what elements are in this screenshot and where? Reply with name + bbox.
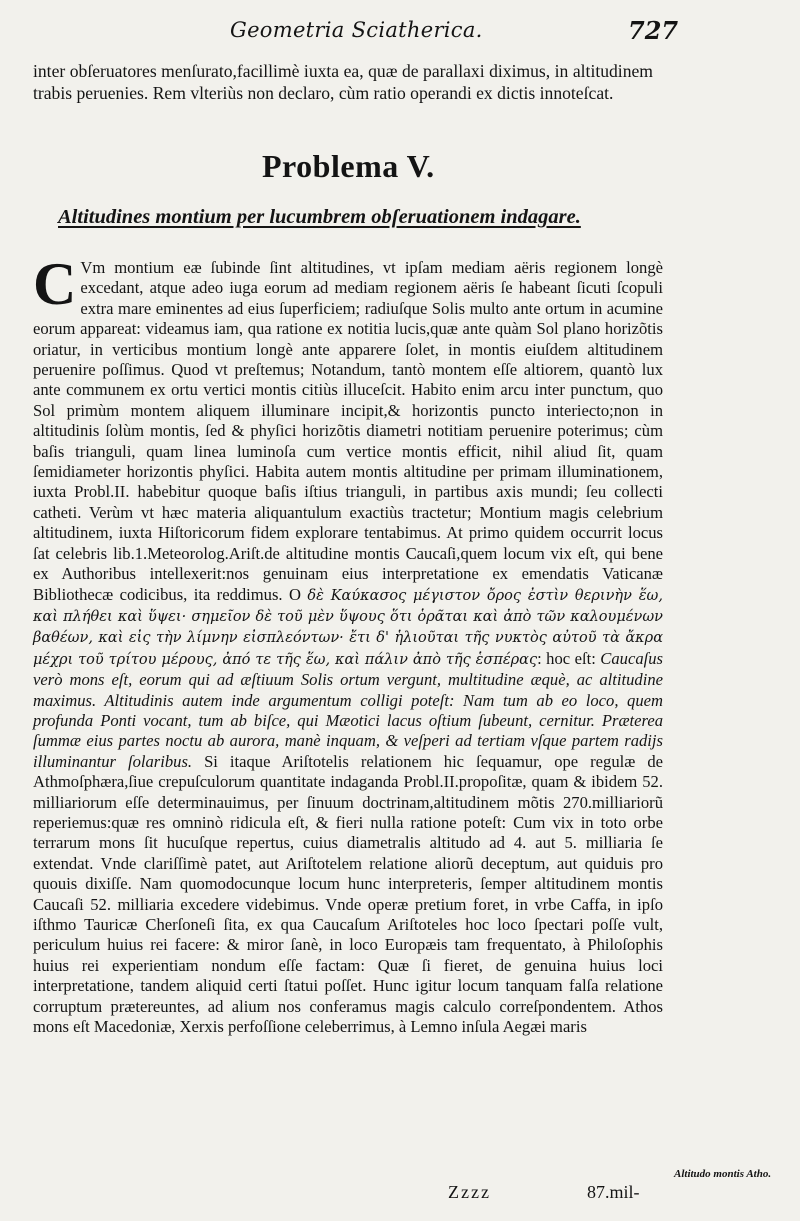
page-number: 727 (628, 16, 679, 45)
drop-cap: C (33, 251, 77, 317)
problem-title: Problema V. (262, 148, 435, 184)
text-part-1: Vm montium eæ ſubinde ſint altitudines, vt ipſam mediam aëris regionem longè excedant, atque adeo iuga eorum ad mediam regionem aëris ſe habeant ſicuti ſcopuli extra mare eminentes ad eius ſuperficiem; radiuſque Solis multo ante ortum in acumine eorum appareat: videamus iam, qua ratione ex notitia lucis,quæ ante quàm Sol plano horizõtis oriatur, in verticibus montium longè ante apparere ſolet, in montis eiuſdem altitudinem peruenire poſſimus. Quod vt preſtemus; Notandum, tantò montem eſſe altiorem, quantò lux ante communem ex ortu vertici montis citiùs illuceſcit. Habito enim arcu inter punctum, quo Sol primùm montem aliquem illuminare incipit,& horizontis puncto interiecto;non in altitudinis ſolùm montis, ſed & phyſici horizõtis diametri notitiam peruenire poterimus; cùm baſis trianguli, quam linea luminoſa cum vertice montis efficit, nihil aliud ſit, quam ſemidiameter horizontis phyſici. Habita autem montis altitudine per primam illuminationem, iuxta Probl.II. habebitur quoque baſis iſtius trianguli, in partibus axis mundi; ſeu collecti catheti. Verùm vt hæc materia aliquantulum exactiùs tractetur; Montium magis celebrium altitudinem, iuxta Hiſtoricorum fidem explorare tentabimus. At primo quidem occurrit locus ſat celebris lib.1.Meteorolog.Ariſt.de altitudine montis Caucaſi,quem locum vix eſt, qui bene ex Authoribus intellexerit:nos genuinam eius interpretatione ex emendatis Vaticanæ Bibliothecæ codicibus, ita reddimus. Ο (33, 258, 663, 604)
intro-paragraph: inter obſeruatores menſurato,facillimè iuxta ea, quæ de parallaxi diximus, in altitudinem trabis peruenies. Rem vlteriùs non declaro, cùm ratio operandi ex dictis innoteſcat. (33, 61, 653, 103)
main-paragraph (33, 251, 663, 1037)
latin-translation: Caucaſus verò mons eſt, eorum qui ad æſtiuum Solis ortum vergunt, multitudine æquè, ac altitudine maximus. Altitudinis autem inde argumentum colligi poteſt: Nam tum ab eo loco, quem profunda Ponti vocant, tum ab biſce, qui Mæotici lacus oſtium ſubeunt, cernitur. Præterea ſummæ eius partes noctu ab aurora, manè inquam, & veſperi ad tertiam vſque partem radijs illuminantur ſolaribus. (33, 648, 663, 771)
text-part-2: : hoc eſt: (537, 648, 596, 668)
catchword: 87.mil- (587, 1182, 640, 1202)
signature-mark: Zzzz (448, 1182, 491, 1202)
margin-note: Altitudo montis Atho. (674, 1168, 772, 1180)
greek-quotation: δὲ Καύκασος μέγιστον ὄρος ἐστὶν θερινὴν ἕω, καὶ πλήθει καὶ ὕψει· σημεῖον δὲ τοῦ μὲν ὕψους ὅτι ὁρᾶται καὶ ἀπὸ τῶν καλουμένων βαθέων, καὶ εἰς τὴν λίμνην εἰσπλεόντων· ἔτι δ' ἡλιοῦται τῆς νυκτὸς αὐτοῦ τὰ ἄκρα μέχρι τοῦ τρίτου μέρους, ἀπό τε τῆς ἕω, καὶ πάλιν ἀπὸ τῆς ἑσπέρας (33, 587, 663, 668)
problem-subtitle: Altitudines montium per lucumbrem obſeruationem indagare. (58, 206, 581, 228)
main-text (33, 251, 663, 1037)
running-head: Geometria Sciatherica. (230, 18, 483, 42)
text-part-3: Si itaque Ariſtotelis relationem hic ſequamur, ope regulæ de Athmoſphæra,ſiue crepuſculorum quantitate indaganda Probl.II.propoſitæ, quam & ibidem 52. milliariorum eſſe determinauimus, per ſinuum doctrinam,altitudinem mõtis 270.milliariorũ reperiemus:quæ res omninò ridicula eſt, & fieri nulla ratione poteſt: Cum vix in toto orbe terrarum mons ſit hucuſque repertus, cuius diametralis altitudo ad 4. aut 5. milliaria ſe extendat. Vnde clariſſimè patet, aut Ariſtotelem relatione aliorũ deceptum, aut quiduis pro quouis dixiſſe. Nam quomodocunque locum hunc interpreteris, ſemper altitudinem montis Caucaſi 52. milliaria excedere videbimus. Vnde operæ pretium foret, in vrbe Caffa, in ipſo iſthmo Tauricæ Cherſoneſi ſita, ex qua Caucaſum Ariſtoteles hoc loco ſpectari poſſe vult, periculum huius rei facere: & miror ſanè, in loco Europæis tam frequentato, à Philoſophis huius rei experientiam nondum eſſe factam: Quæ ſi fieret, de genuina huius loci interpretatione, tandem aliquid certi ſtatui poſſet. Hunc igitur locum tanquam falſa relatione corruptum prætereuntes, ad alium nos conferamus magis calculo correſpondentem. Athos mons eſt Macedoniæ, Xerxis perfoſſione celeberrimus, à Lemno inſula Aegæi maris (33, 751, 663, 1037)
